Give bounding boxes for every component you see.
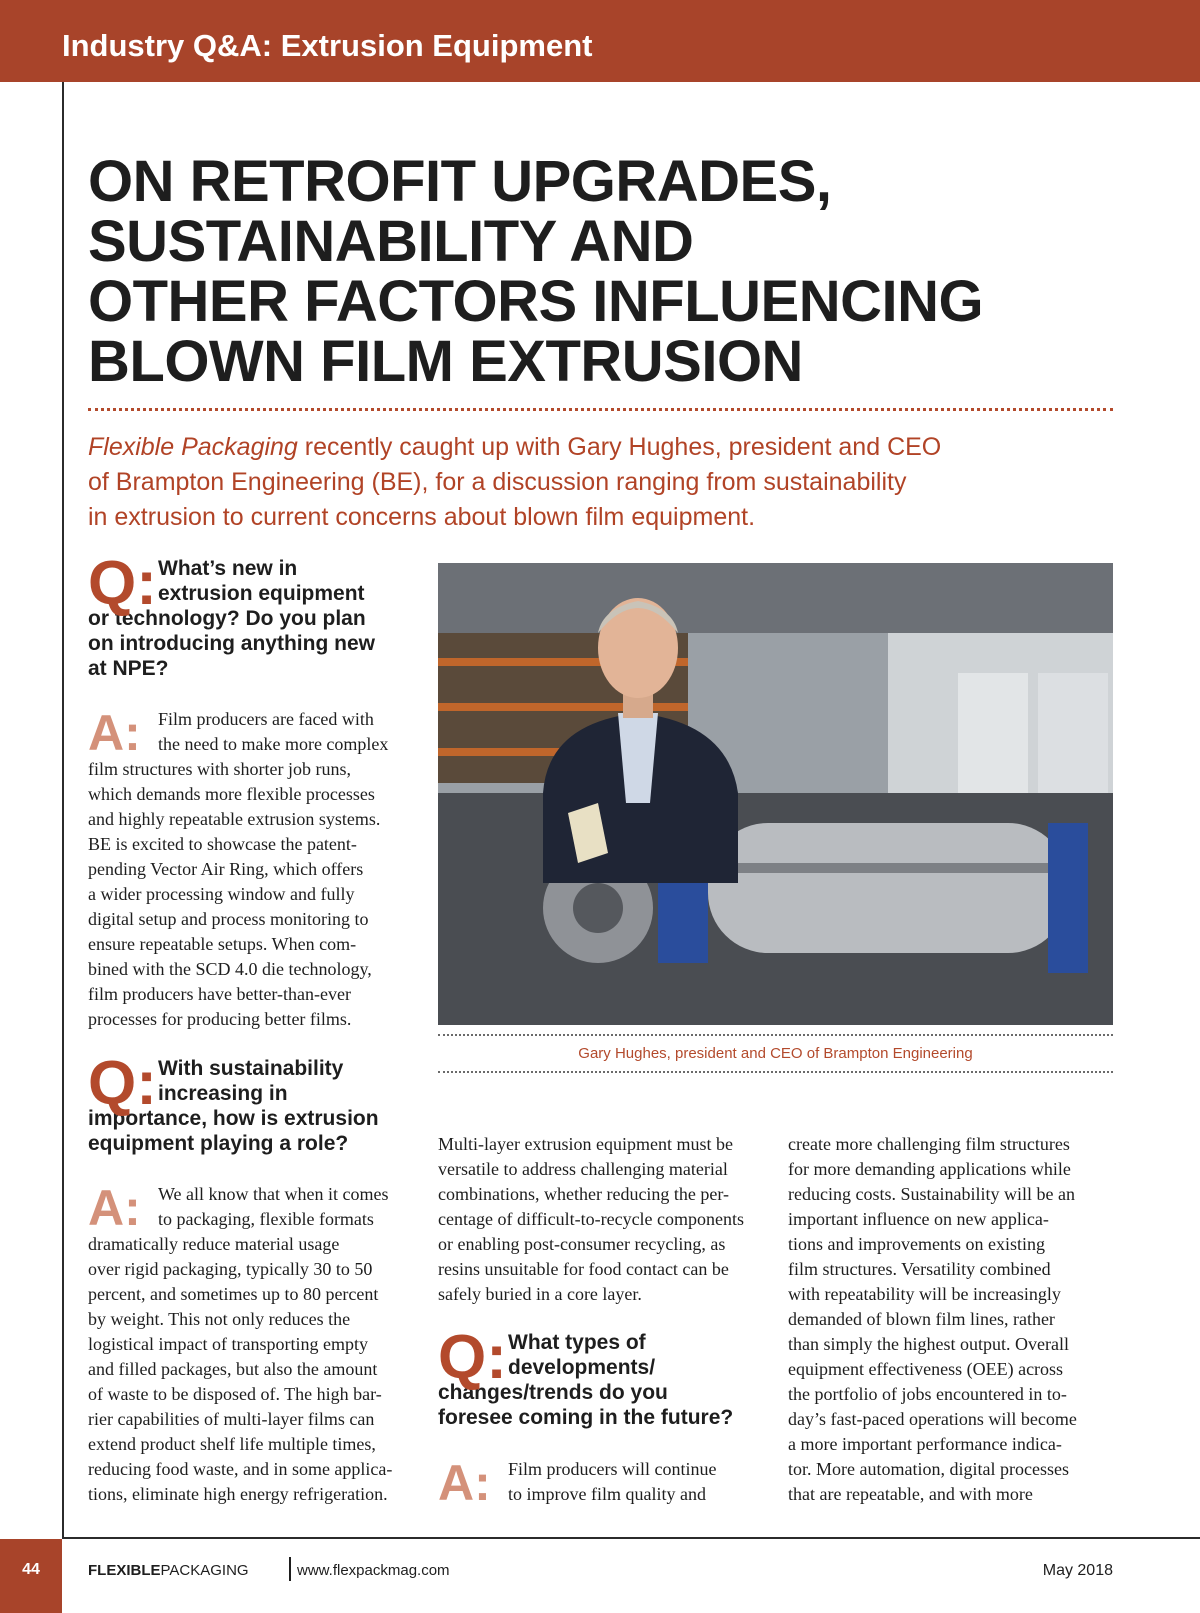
answer-3	[438, 1455, 773, 1511]
answer-line: percent, and sometimes up to 80 percent	[88, 1284, 379, 1304]
portrait-photo	[438, 563, 1113, 1025]
question-line: With sustainability	[158, 1057, 344, 1080]
a-marker: A:	[88, 1180, 141, 1236]
answer-line: pending Vector Air Ring, which offers	[88, 859, 364, 879]
question-line: importance, how is extrusion	[88, 1107, 379, 1130]
body-line: with repeatability will be increasingly	[788, 1284, 1061, 1304]
question-line: or technology? Do you plan	[88, 607, 366, 630]
dek-line	[88, 430, 1128, 465]
answer-line: digital setup and process monitoring to	[88, 909, 369, 929]
answer-line: the need to make more complex	[158, 734, 389, 754]
body-line: Multi-layer extrusion equipment must be	[438, 1134, 733, 1154]
article-dek	[88, 430, 1128, 535]
publication-brand	[88, 1562, 249, 1580]
footer-separator	[289, 1557, 291, 1581]
dek-line-rest: recently caught up with Gary Hughes, president and CEO	[297, 433, 942, 461]
body-line: resins unsuitable for food contact can be	[438, 1259, 729, 1279]
body-line: or enabling post-consumer recycling, as	[438, 1234, 726, 1254]
body-line: tor. More automation, digital processes	[788, 1459, 1069, 1479]
body-line: safely buried in a core layer.	[438, 1284, 642, 1304]
body-line: versatile to address challenging material	[438, 1159, 728, 1179]
body-line: a more important performance indica-	[788, 1434, 1062, 1454]
answer-line: We all know that when it comes	[158, 1184, 389, 1204]
answer-line: over rigid packaging, typically 30 to 50	[88, 1259, 373, 1279]
answer-line: to improve film quality and	[508, 1484, 706, 1504]
question-line: extrusion equipment	[158, 582, 365, 605]
question-line: changes/trends do you	[438, 1381, 668, 1404]
answer-2	[88, 1182, 418, 1507]
answer-line: extend product shelf life multiple times,	[88, 1434, 376, 1454]
answer-line: by weight. This not only reduces the	[88, 1309, 351, 1329]
answer-line: which demands more flexible processes	[88, 784, 375, 804]
answer-line: BE is excited to showcase the patent-	[88, 834, 357, 854]
answer-line: Film producers will continue	[508, 1459, 717, 1479]
column-2-text	[438, 1132, 768, 1307]
answer-line: and highly repeatable extrusion systems.	[88, 809, 381, 829]
photo-caption: Gary Hughes, president and CEO of Brampton Engineering	[578, 1045, 973, 1062]
body-line: the portfolio of jobs encountered in to-	[788, 1384, 1067, 1404]
question-2	[88, 1049, 418, 1156]
question-line: increasing in	[158, 1082, 288, 1105]
question-1	[88, 549, 418, 681]
dek-line: of Brampton Engineering (BE), for a discussion ranging from sustainability	[88, 468, 907, 496]
answer-line: and filled packages, but also the amount	[88, 1359, 378, 1379]
a-marker: A:	[438, 1455, 491, 1511]
issue-date: May 2018	[1042, 1562, 1113, 1579]
question-line: foresee coming in the future?	[438, 1406, 734, 1429]
answer-line: reducing food waste, and in some applica-	[88, 1459, 393, 1479]
dek-publication: Flexible Packaging	[88, 433, 298, 461]
column-3-text	[788, 1132, 1118, 1507]
q-marker: Q:	[88, 549, 157, 618]
answer-line: film structures with shorter job runs,	[88, 759, 351, 779]
headline-line: ON RETROFIT UPGRADES,	[88, 149, 832, 214]
question-line: What’s new in	[158, 557, 298, 580]
body-line: equipment effectiveness (OEE) across	[788, 1359, 1064, 1379]
answer-line: to packaging, flexible formats	[158, 1209, 374, 1229]
brand-bold: FLEXIBLE	[88, 1562, 161, 1579]
answer-line: ensure repeatable setups. When com-	[88, 934, 357, 954]
body-line: centage of difficult-to-recycle components	[438, 1209, 745, 1229]
answer-line: dramatically reduce material usage	[88, 1234, 340, 1254]
answer-line: tions, eliminate high energy refrigeration.	[88, 1484, 388, 1504]
body-line: tions and improvements on existing	[788, 1234, 1045, 1254]
publication-url[interactable]: www.flexpackmag.com	[297, 1562, 450, 1579]
question-line: equipment playing a role?	[88, 1132, 349, 1155]
headline-line: BLOWN FILM EXTRUSION	[88, 329, 803, 394]
footer-divider	[62, 1537, 1200, 1539]
question-line: developments/	[508, 1356, 656, 1379]
answer-line: rier capabilities of multi-layer films can	[88, 1409, 375, 1429]
body-line: day’s fast-paced operations will become	[788, 1409, 1077, 1429]
section-header-bar	[0, 0, 1200, 82]
caption-divider-top	[438, 1034, 1113, 1036]
body-line: than simply the highest output. Overall	[788, 1334, 1069, 1354]
body-line: demanded of blown film lines, rather	[788, 1309, 1055, 1329]
body-line: important influence on new applica-	[788, 1209, 1049, 1229]
left-margin-rule	[62, 82, 64, 1537]
question-3	[438, 1323, 773, 1430]
answer-line: of waste to be disposed of. The high bar-	[88, 1384, 382, 1404]
body-line: create more challenging film structures	[788, 1134, 1070, 1154]
answer-line: bined with the SCD 4.0 die technology,	[88, 959, 372, 979]
article-headline	[88, 149, 1168, 394]
body-line: for more demanding applications while	[788, 1159, 1071, 1179]
answer-line: logistical impact of transporting empty	[88, 1334, 368, 1354]
caption-divider-bottom	[438, 1071, 1113, 1073]
question-line: at NPE?	[88, 657, 169, 680]
brand-light: PACKAGING	[160, 1562, 249, 1579]
section-label: Industry Q&A: Extrusion Equipment	[62, 28, 593, 63]
body-line: that are repeatable, and with more	[788, 1484, 1033, 1504]
answer-1	[88, 707, 418, 1032]
body-line: film structures. Versatility combined	[788, 1259, 1051, 1279]
answer-line: film producers have better-than-ever	[88, 984, 352, 1004]
answer-line: Film producers are faced with	[158, 709, 374, 729]
question-line: What types of	[508, 1331, 646, 1354]
body-line: reducing costs. Sustainability will be an	[788, 1184, 1075, 1204]
dek-line: in extrusion to current concerns about blown film equipment.	[88, 503, 756, 531]
answer-line: processes for producing better films.	[88, 1009, 352, 1029]
answer-line: a wider processing window and fully	[88, 884, 355, 904]
photo-illustration	[438, 563, 1113, 1025]
q-marker: Q:	[438, 1323, 507, 1392]
headline-divider	[88, 408, 1113, 411]
question-line: on introducing anything new	[88, 632, 375, 655]
q-marker: Q:	[88, 1049, 157, 1118]
a-marker: A:	[88, 705, 141, 761]
headline-line: SUSTAINABILITY AND	[88, 209, 694, 274]
page-number: 44	[22, 1561, 40, 1578]
body-line: combinations, whether reducing the per-	[438, 1184, 730, 1204]
headline-line: OTHER FACTORS INFLUENCING	[88, 269, 984, 334]
